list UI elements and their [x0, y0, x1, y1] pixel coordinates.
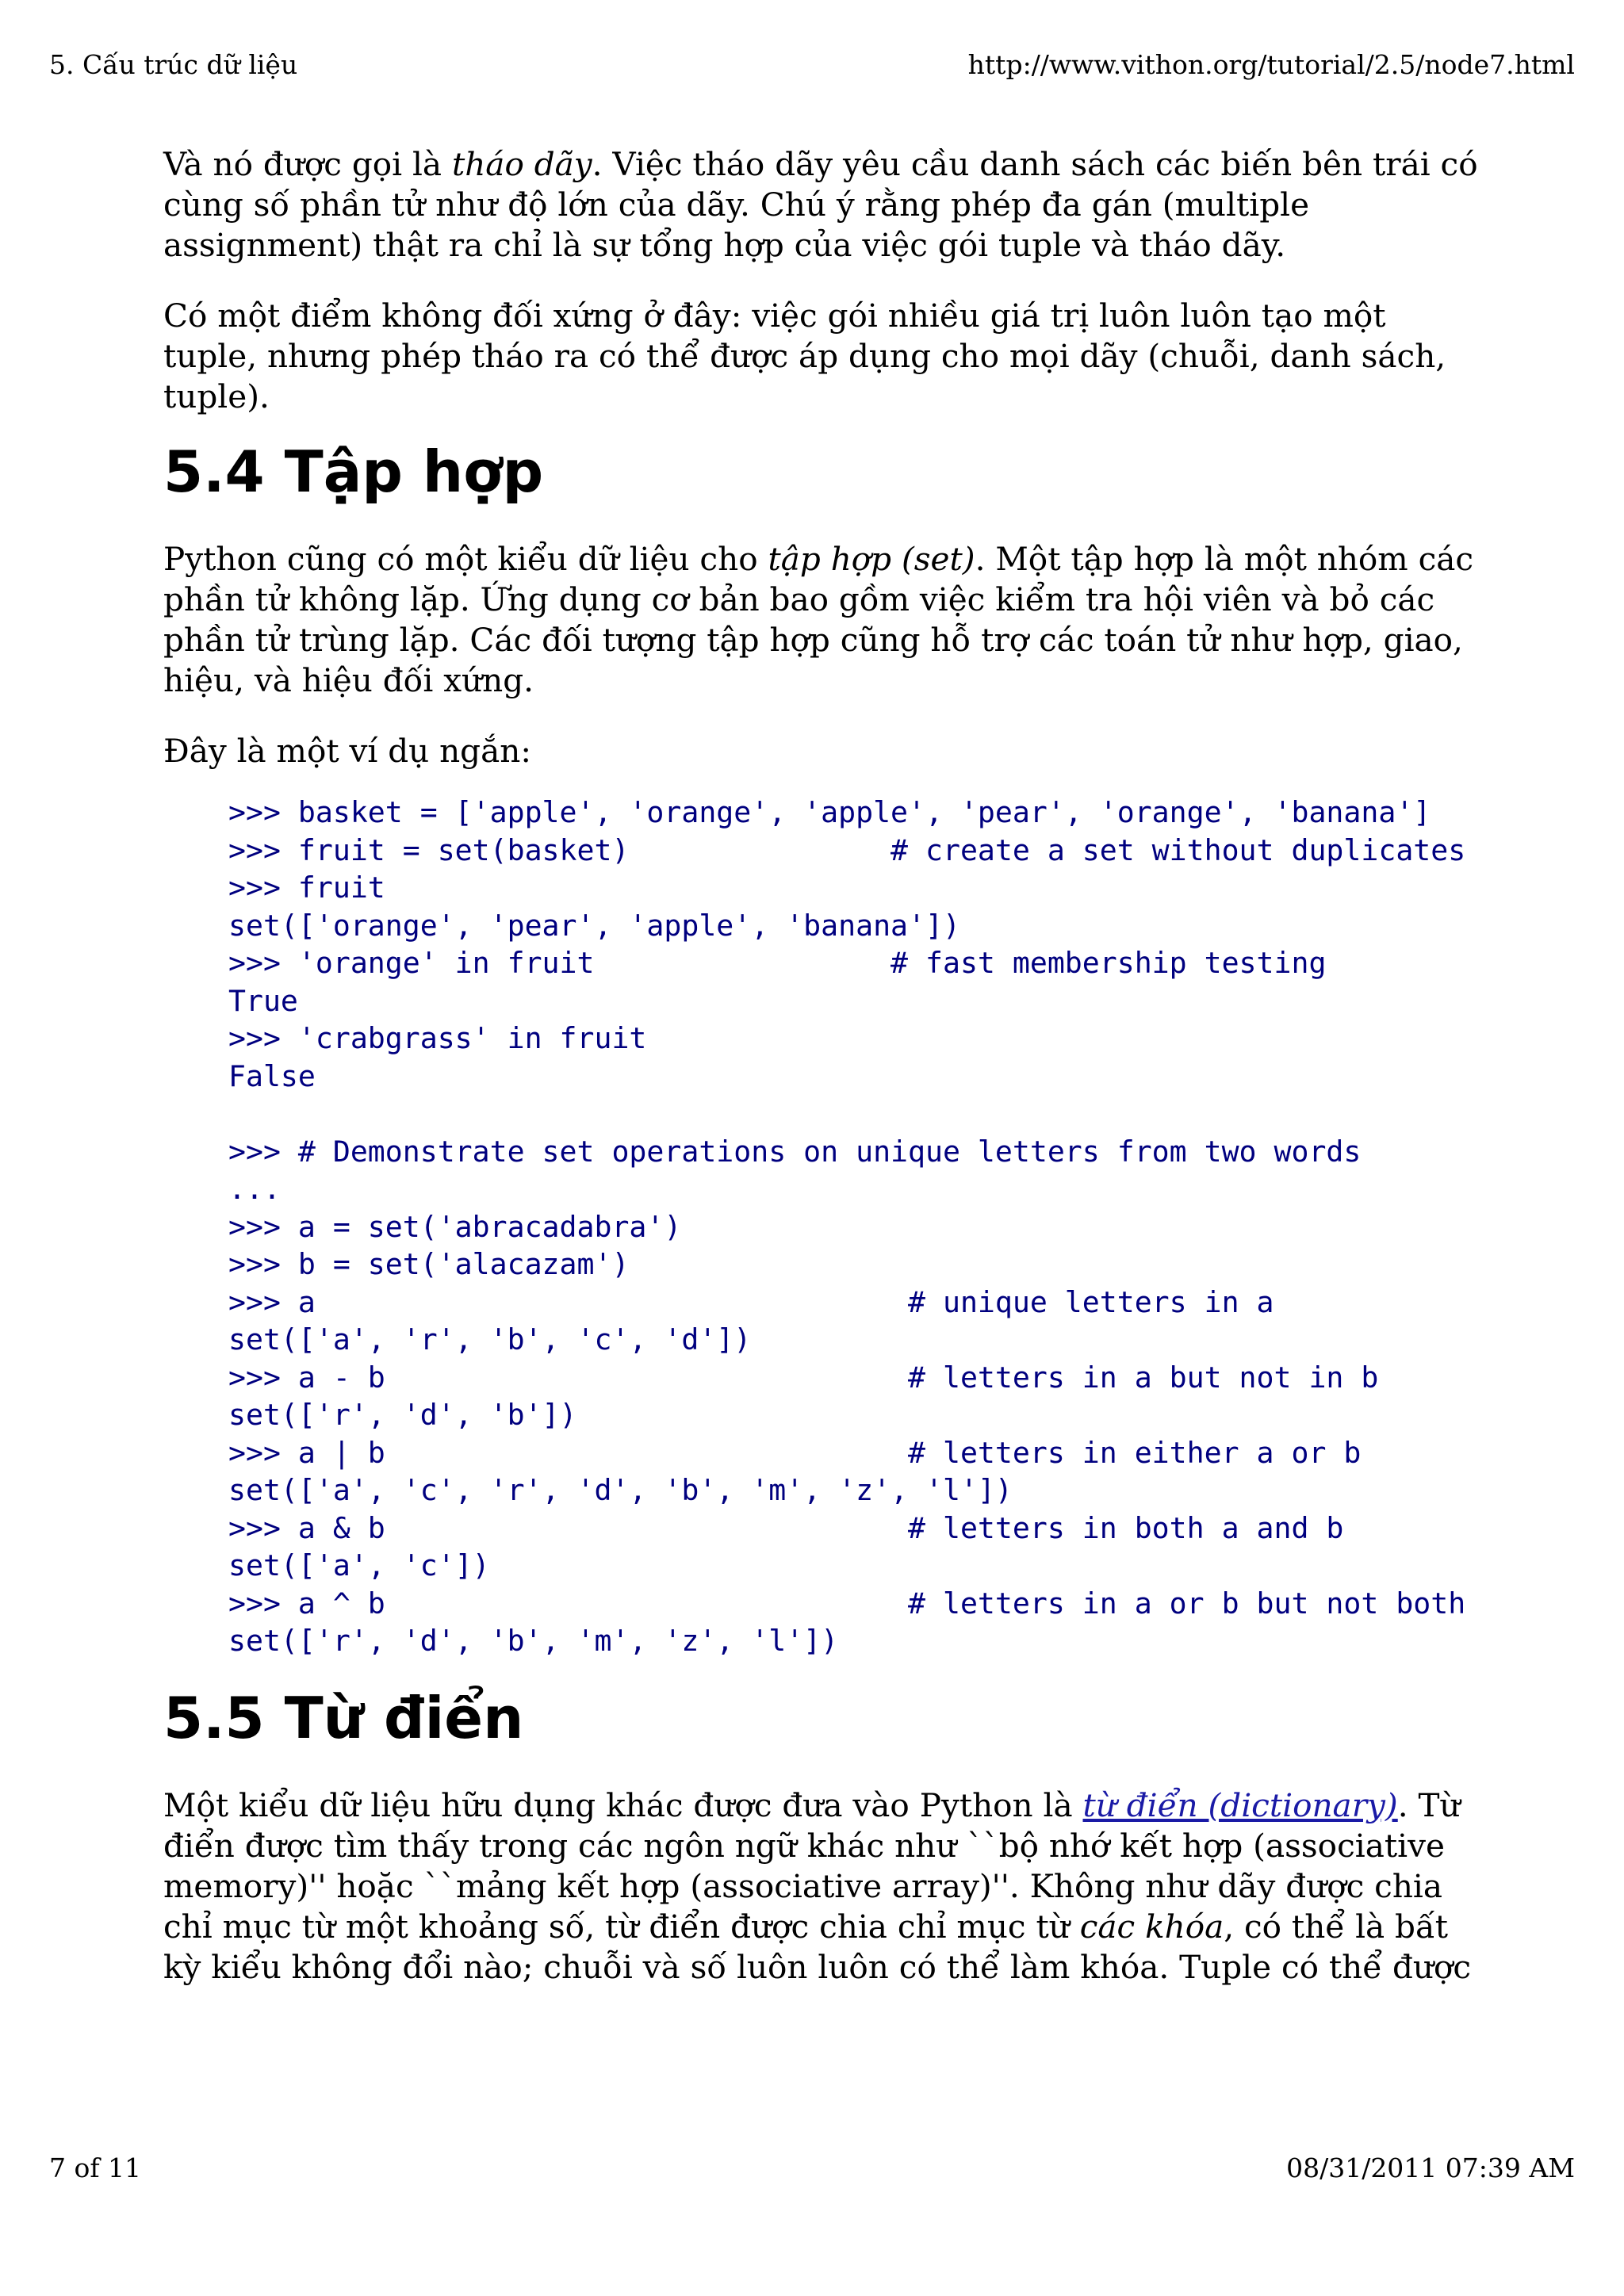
- code-line: set(['r', 'd', 'b', 'm', 'z', 'l']): [228, 1624, 839, 1658]
- emphasis-text: tập hợp (set): [768, 540, 975, 578]
- paragraph-unpacking: [163, 144, 1480, 266]
- code-line: >>> fruit: [228, 871, 385, 905]
- code-line: >>> b = set('alacazam'): [228, 1247, 630, 1281]
- text-run: Một kiểu dữ liệu hữu dụng khác được đưa vào Python là: [163, 1785, 1083, 1824]
- text-run: Và nó được gọi là: [163, 145, 452, 183]
- code-example-sets: [228, 794, 1480, 1660]
- text-run: . Việc tháo dãy yêu cầu danh sách các biến bên trái có cùng số phần tử như độ lớn của dãy. Chú ý rằng phép đa gán (multiple assignment) thật ra chỉ là sự tổng hợp của việc gói tuple và tháo dãy.: [163, 145, 1478, 264]
- page-header: [49, 49, 1575, 84]
- section-title-sets: 5.4 Tập hợp: [163, 438, 544, 505]
- code-line: >>> a - b # letters in a but not in b: [228, 1360, 1379, 1395]
- section-title-dictionaries: 5.5 Từ điển: [163, 1684, 524, 1751]
- code-line: set(['a', 'c']): [228, 1548, 490, 1582]
- code-line: set(['a', 'r', 'b', 'c', 'd']): [228, 1322, 752, 1357]
- code-line: >>> # Demonstrate set operations on unique letters from two words: [228, 1134, 1362, 1169]
- text-run: , có thể là bất kỳ kiểu không đổi nào; chuỗi và số luôn luôn có thể làm khóa. Tuple có thể được: [163, 1907, 1472, 1986]
- code-line: set(['r', 'd', 'b']): [228, 1398, 577, 1432]
- code-line: >>> basket = ['apple', 'orange', 'apple', 'pear', 'orange', 'banana']: [228, 795, 1431, 829]
- code-line: >>> a | b # letters in either a or b: [228, 1435, 1362, 1470]
- emphasis-text: tháo dãy: [451, 145, 592, 183]
- code-line: [228, 1095, 1480, 1133]
- page-footer: [49, 2152, 1575, 2187]
- timestamp: 08/31/2011 07:39 AM: [1286, 2152, 1575, 2183]
- code-line: >>> a ^ b # letters in a or b but not both: [228, 1586, 1466, 1621]
- page-number: 7 of 11: [49, 2152, 142, 2183]
- text-run: . Một tập hợp là một nhóm các phần tử không lặp. Ứng dụng cơ bản bao gồm việc kiểm tra hội viên và bỏ các phần tử trùng lặp. Các đối tượng tập hợp cũng hỗ trợ các toán tử như hợp, giao, hiệu, và hiệu đối xứng.: [163, 540, 1474, 699]
- code-line: >>> fruit = set(basket) # create a set without duplicates: [228, 832, 1466, 867]
- code-line: ...: [228, 1172, 281, 1206]
- dictionary-link[interactable]: từ điển (dictionary): [1082, 1785, 1398, 1824]
- code-line: True: [228, 983, 298, 1018]
- paragraph-asymmetry: Có một điểm không đối xứng ở đây: việc gói nhiều giá trị luôn luôn tạo một tuple, nhưng phép tháo ra có thể được áp dụng cho mọi dãy (chuỗi, danh sách, tuple).: [163, 297, 1446, 415]
- text-run: . Từ điển được tìm thấy trong các ngôn ngữ khác như ``bộ nhớ kết hợp (associative memory)'' hoặc ``mảng kết hợp (associative array)''. Không như dãy được chia chỉ mục từ một khoảng số, từ điển được chia chỉ mục từ: [163, 1785, 1461, 1946]
- code-line: set(['a', 'c', 'r', 'd', 'b', 'm', 'z', 'l']): [228, 1473, 1013, 1507]
- code-line: >>> 'crabgrass' in fruit: [228, 1021, 647, 1055]
- code-line: >>> 'orange' in fruit # fast membership testing: [228, 946, 1327, 980]
- code-line: set(['orange', 'pear', 'apple', 'banana']): [228, 908, 960, 943]
- text-run: Python cũng có một kiểu dữ liệu cho: [163, 540, 768, 578]
- code-line: >>> a & b # letters in both a and b: [228, 1510, 1344, 1545]
- document-content: [163, 144, 1480, 2018]
- paragraph-dict-intro: [163, 1785, 1480, 1988]
- code-line: >>> a # unique letters in a: [228, 1284, 1274, 1319]
- paragraph-sets-intro: [163, 539, 1480, 701]
- emphasis-text: các khóa: [1079, 1907, 1224, 1946]
- header-title: 5. Cấu trúc dữ liệu: [49, 49, 298, 80]
- paragraph-example-intro: Đây là một ví dụ ngắn:: [163, 732, 531, 770]
- code-line: False: [228, 1058, 316, 1093]
- code-line: >>> a = set('abracadabra'): [228, 1209, 682, 1244]
- header-url: http://www.vithon.org/tutorial/2.5/node7.html: [967, 49, 1575, 80]
